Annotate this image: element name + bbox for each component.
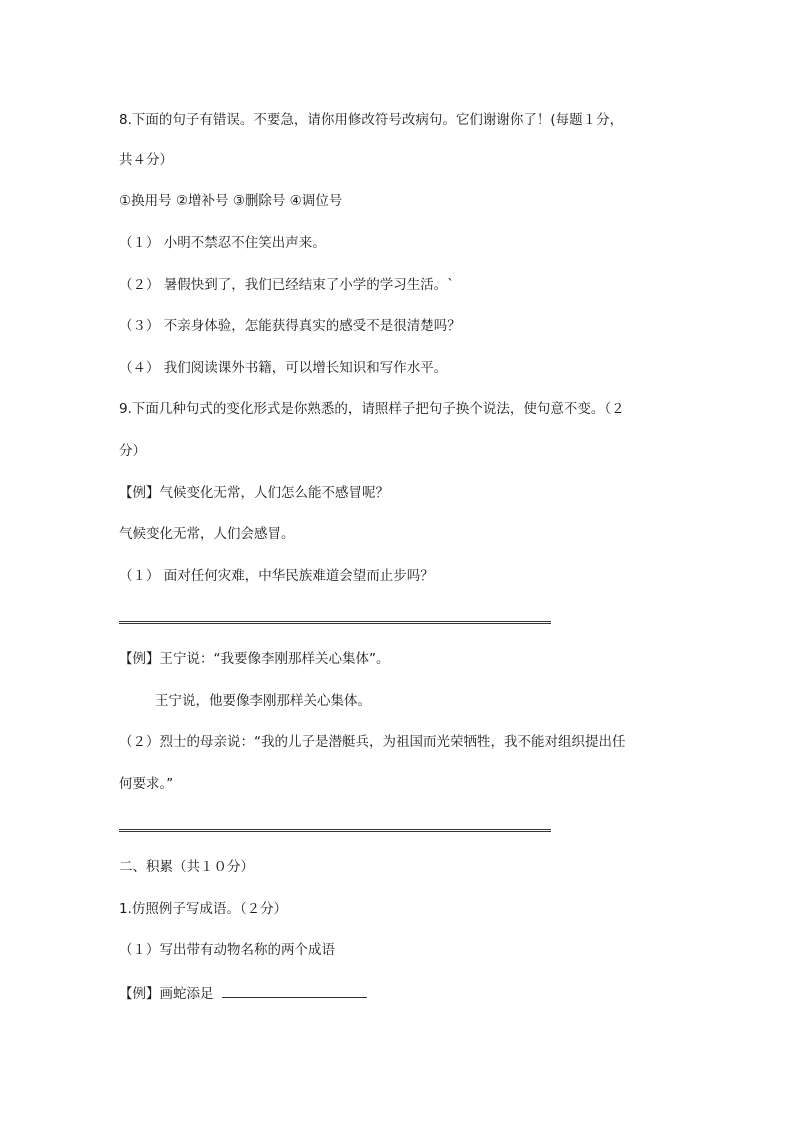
question-9-example-2-answer: 王宁说，他要像李刚那样关心集体。 — [155, 693, 371, 709]
section-2-title: 二、积累（共１０分） — [119, 859, 254, 875]
question-9-example-2: 【例】王宁说：“我要像李刚那样关心集体”。 — [119, 651, 390, 667]
question-9-sentence-1: （１） 面对任何灾难，中华民族难道会望而止步吗？ — [119, 568, 434, 584]
answer-line-2[interactable] — [119, 829, 551, 832]
section-2-question-1-sub: （１）写出带有动物名称的两个成语 — [119, 942, 335, 958]
question-9-example-1: 【例】气候变化无常，人们怎么能不感冒呢？ — [119, 485, 389, 501]
section-2-example — [119, 983, 367, 1003]
answer-blank[interactable] — [222, 983, 367, 998]
question-8-title-continued: 共４分） — [119, 152, 173, 168]
question-9-title-continued: 分） — [119, 443, 146, 459]
section-2-example-text: 【例】画蛇添足 — [119, 986, 214, 1002]
question-8-sentence-2: （２） 暑假快到了，我们已经结束了小学的学习生活。` — [119, 277, 455, 293]
question-9-sentence-2: （２）烈士的母亲说：“我的儿子是潜艇兵，为祖国而光荣牺牲，我不能对组织提出任 — [119, 734, 626, 750]
question-9-sentence-2-continued: 何要求。” — [119, 776, 174, 792]
question-8-sentence-4: （４） 我们阅读课外书籍，可以增长知识和写作水平。 — [119, 360, 448, 376]
section-2-question-1: 1.仿照例子写成语。（２分） — [119, 901, 288, 917]
question-9-title: 9.下面几种句式的变化形式是你熟悉的，请照样子把句子换个说法，使句意不变。（２ — [119, 401, 625, 417]
question-8-symbols: ①换用号 ②增补号 ③删除号 ④调位号 — [119, 193, 343, 209]
question-9-example-1-answer: 气候变化无常，人们会感冒。 — [119, 526, 295, 542]
answer-line-1[interactable] — [119, 621, 551, 624]
question-8-sentence-1: （１） 小明不禁忍不住笑出声来。 — [119, 235, 326, 251]
question-8-title: 8.下面的句子有错误。不要急，请你用修改符号改病句。它们谢谢你了！(每题１分， — [119, 112, 624, 128]
question-8-sentence-3: （３） 不亲身体验，怎能获得真实的感受不是很清楚吗？ — [119, 318, 461, 334]
